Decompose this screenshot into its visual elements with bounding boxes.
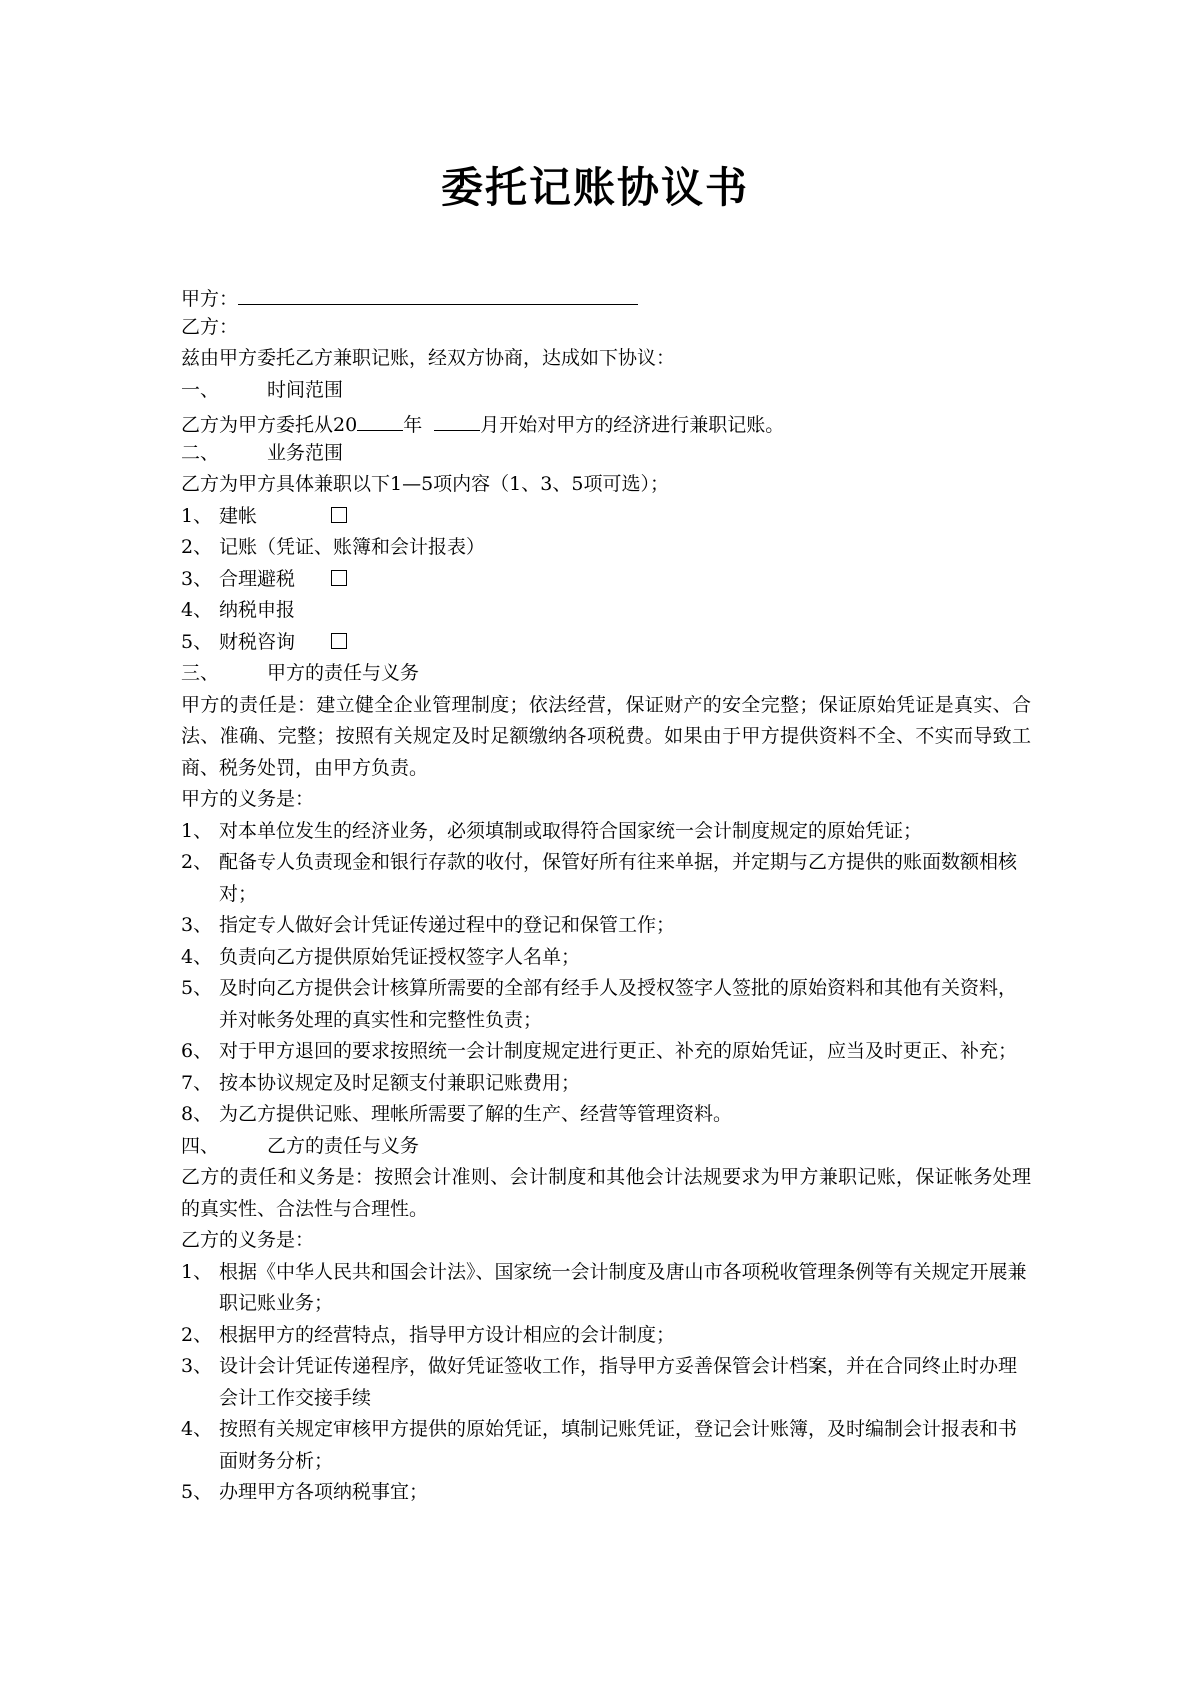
service-item-number: 2、 [181, 536, 213, 558]
party-a-duty-heading: 甲方的义务是： [181, 788, 315, 810]
duty-item-text: 按本协议规定及时足额支付兼职记账费用； [219, 1071, 581, 1094]
duty-item [181, 1036, 1031, 1068]
party-b-duty-list [181, 1257, 1031, 1509]
document-title: 委托记账协议书 [440, 163, 749, 212]
section-3-number: 三、 [181, 662, 220, 684]
duty-item-text: 为乙方提供记账、理帐所需要了解的生产、经营等管理资料。 [219, 1103, 733, 1125]
duty-item-number: 5、 [181, 977, 213, 999]
duty-item [181, 1351, 1031, 1414]
duty-item-number: 2、 [181, 851, 213, 873]
duty-item-text: 按照有关规定审核甲方提供的原始凭证，填制记账凭证，登记会计账簿，及时编制会计报表和书面财务分析； [219, 1418, 1018, 1472]
duty-item-number: 1、 [181, 1260, 213, 1283]
service-item [181, 564, 1031, 596]
service-item-number: 3、 [181, 567, 213, 590]
duty-item [181, 1320, 1031, 1352]
section-2-heading [181, 438, 1031, 470]
duty-item-text: 及时向乙方提供会计核算所需要的全部有经手人及授权签字人签批的原始资料和其他有关资料，并对帐务处理的真实性和完整性负责； [219, 977, 1018, 1031]
service-item-label: 记账（凭证、账簿和会计报表） [219, 536, 486, 558]
service-item-label: 合理避税 [219, 567, 296, 590]
duty-item-number: 6、 [181, 1040, 213, 1062]
party-b-duty-heading: 乙方的义务是： [181, 1229, 315, 1251]
checkbox[interactable] [331, 633, 347, 649]
checkbox[interactable] [331, 507, 347, 523]
duty-item-number: 4、 [181, 1418, 213, 1440]
party-b-label: 乙方： [181, 315, 239, 338]
service-item [181, 532, 1031, 564]
service-item-number: 4、 [181, 599, 213, 621]
year-blank[interactable] [357, 406, 403, 431]
duty-item-number: 1、 [181, 819, 213, 842]
duty-item [181, 942, 1031, 974]
party-a-blank[interactable] [238, 280, 638, 305]
month-blank[interactable] [434, 406, 480, 431]
section-4-heading [181, 1131, 1031, 1163]
duty-item [181, 1477, 1031, 1509]
duty-item-text: 对于甲方退回的要求按照统一会计制度规定进行更正、补充的原始凭证，应当及时更正、补充； [219, 1040, 1018, 1062]
duty-item [181, 1257, 1031, 1320]
section-1-text: 乙方为甲方委托从20 年 月开始对甲方的经济进行兼职记账。 [181, 406, 1031, 438]
duty-item-number: 5、 [181, 1481, 213, 1503]
section-4-title: 乙方的责任与义务 [267, 1134, 420, 1157]
party-a-duty-list [181, 816, 1031, 1131]
service-item-number: 5、 [181, 630, 213, 653]
duty-item [181, 1099, 1031, 1131]
duty-item [181, 1414, 1031, 1477]
service-item [181, 501, 1031, 533]
section-3-title: 甲方的责任与义务 [267, 662, 420, 684]
checkbox[interactable] [331, 570, 347, 586]
duty-item [181, 816, 1031, 848]
service-list [181, 501, 1031, 659]
section-1-title: 时间范围 [267, 378, 344, 401]
party-a-label: 甲方： [181, 288, 239, 310]
duty-item-text: 指定专人做好会计凭证传递过程中的登记和保管工作； [219, 914, 676, 936]
service-item [181, 627, 1031, 659]
duty-item-number: 3、 [181, 914, 213, 936]
service-item-label: 纳税申报 [219, 599, 296, 621]
section-2-number: 二、 [181, 441, 220, 464]
party-a-line [181, 280, 1031, 312]
section-2-title: 业务范围 [267, 441, 344, 464]
section-3-heading [181, 658, 1031, 690]
agreement-body [181, 280, 1031, 1509]
duty-item-text: 根据甲方的经营特点，指导甲方设计相应的会计制度； [219, 1323, 676, 1346]
duty-item-number: 8、 [181, 1103, 213, 1125]
service-item-number: 1、 [181, 504, 213, 527]
section-2-text: 乙方为甲方具体兼职以下1—5项内容（1、3、5项可选）； [181, 473, 669, 495]
duty-item-number: 7、 [181, 1071, 213, 1094]
duty-item [181, 1068, 1031, 1100]
duty-item-text: 办理甲方各项纳税事宜； [219, 1481, 429, 1503]
duty-item [181, 973, 1031, 1036]
duty-item-text: 配备专人负责现金和银行存款的收付，保管好所有往来单据，并定期与乙方提供的账面数额相核对； [219, 851, 1018, 905]
service-item-label: 建帐 [219, 504, 258, 527]
duty-item [181, 910, 1031, 942]
duty-item-number: 4、 [181, 945, 213, 968]
duty-item-text: 对本单位发生的经济业务，必须填制或取得符合国家统一会计制度规定的原始凭证； [219, 819, 923, 842]
duty-item-text: 根据《中华人民共和国会计法》、国家统一会计制度及唐山市各项税收管理条例等有关规定开展兼职记账业务； [219, 1260, 1027, 1314]
section-4-number: 四、 [181, 1134, 220, 1157]
section-1-number: 一、 [181, 378, 220, 401]
section-1-heading [181, 375, 1031, 407]
duty-item [181, 847, 1031, 910]
intro-text: 兹由甲方委托乙方兼职记账，经双方协商，达成如下协议： [181, 347, 676, 369]
service-item [181, 595, 1031, 627]
party-b-line [181, 312, 1031, 344]
duty-item-text: 设计会计凭证传递程序，做好凭证签收工作，指导甲方妥善保管会计档案，并在合同终止时办理会计工作交接手续 [219, 1355, 1018, 1409]
duty-item-number: 2、 [181, 1323, 213, 1346]
duty-item-number: 3、 [181, 1355, 213, 1377]
party-a-responsibility: 甲方的责任是：建立健全企业管理制度；依法经营，保证财产的安全完整；保证原始凭证是真实、合法、准确、完整；按照有关规定及时足额缴纳各项税费。如果由于甲方提供资料不全、不实而导致工商、税务处罚，由甲方负责。 [181, 693, 1031, 779]
service-item-label: 财税咨询 [219, 630, 296, 653]
party-b-responsibility: 乙方的责任和义务是：按照会计准则、会计制度和其他会计法规要求为甲方兼职记账，保证帐务处理的真实性、合法性与合理性。 [181, 1166, 1031, 1220]
duty-item-text: 负责向乙方提供原始凭证授权签字人名单； [219, 945, 581, 968]
